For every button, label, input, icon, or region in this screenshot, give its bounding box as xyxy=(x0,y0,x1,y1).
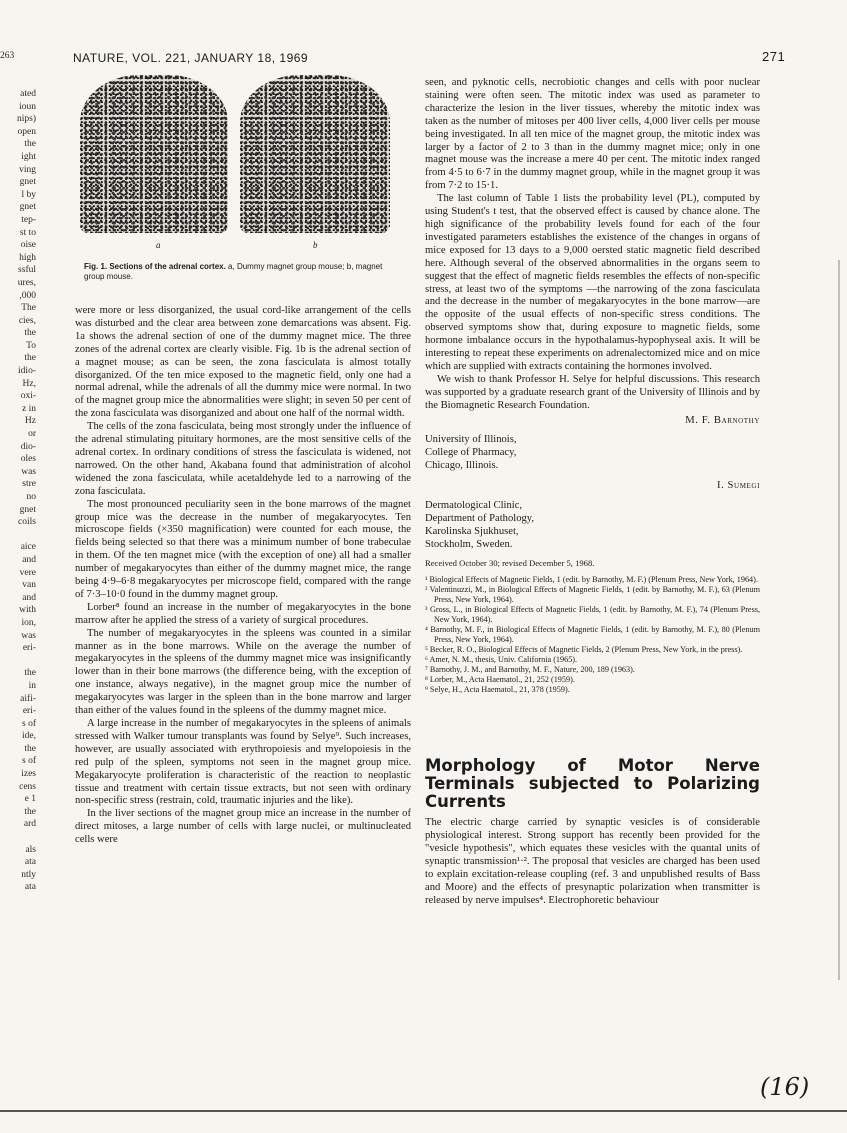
edge-fragment: ion, xyxy=(21,617,36,628)
edge-fragment: ide, xyxy=(22,731,36,742)
edge-fragment: in xyxy=(28,680,36,691)
edge-fragment: high xyxy=(19,252,36,263)
edge-fragment: ight xyxy=(21,151,36,162)
paragraph: The most pronounced peculiarity seen in the bone marrows of the magnet group mice was the decrease in the number of megakaryocytes. Ten microscope fields (×350 magnification) were counted for each mouse, the fields being selected so that there was a minimum number of bone trabeculae in them. Of the ten magnet mice (with the exception of one) all had a smaller number of megakaryocytes than either of the dummy magnet mice, the range being 4·9–6·8 megakaryocytes per microscope field, compared with the range of 7·3–10·0 found in the dummy magnet group. xyxy=(75,498,411,600)
edge-fragment: eri- xyxy=(22,643,36,654)
micrograph-b xyxy=(240,75,390,233)
reference-item: ⁹ Selye, H., Acta Haematol., 21, 378 (1959). xyxy=(425,685,570,695)
caption-title: Fig. 1. Sections of the adrenal cortex. xyxy=(84,262,226,271)
figure-label-a: a xyxy=(156,240,161,250)
edge-fragment: izes xyxy=(21,769,36,780)
running-header: NATURE, VOL. 221, JANUARY 18, 1969 xyxy=(73,51,309,65)
affiliation-line: College of Pharmacy, xyxy=(425,447,517,459)
edge-fragment: ata xyxy=(24,857,36,868)
figure-caption xyxy=(84,262,404,282)
reference-list xyxy=(425,575,760,695)
left-column-text xyxy=(75,305,411,847)
edge-fragment: z in xyxy=(22,403,36,414)
edge-fragment: ssful xyxy=(18,265,36,276)
edge-fragment: aice xyxy=(20,542,36,553)
affiliation-line: Dermatological Clinic, xyxy=(425,500,523,512)
edge-fragment: oise xyxy=(20,240,36,251)
author-barnothy: M. F. Barnothy xyxy=(685,414,760,426)
edge-fragment: the xyxy=(24,743,36,754)
edge-fragment: oles xyxy=(20,454,36,465)
edge-fragment: van xyxy=(22,580,36,591)
edge-fragment: To xyxy=(26,340,36,351)
received-dates: Received October 30; revised December 5, 1968. xyxy=(425,558,595,569)
reference-item: ³ Gross, L., in Biological Effects of Magnetic Fields, 1 (edit. by Barnothy, M. F.), 74 (Plenum Press, New York, 1964). xyxy=(425,605,760,625)
edge-fragment: ures, xyxy=(17,277,36,288)
next-article-title: Morphology of Motor Nerve Terminals subjected to Polarizing Currents xyxy=(425,756,760,812)
edge-fragment xyxy=(0,655,36,668)
affiliation-line: Stockholm, Sweden. xyxy=(425,539,513,551)
edge-fragment: tep- xyxy=(21,214,36,225)
reference-item: ⁸ Lorber, M., Acta Haematol., 21, 252 (1959). xyxy=(425,675,575,685)
edge-fragment: oxi- xyxy=(20,391,36,402)
figure-label-b: b xyxy=(313,240,318,250)
edge-fragment: cens xyxy=(19,781,36,792)
next-article-text xyxy=(425,817,760,907)
caption-text: a, Dummy magnet group mouse; b, magnet group mouse. xyxy=(84,262,383,281)
edge-fragment: ated xyxy=(20,89,36,99)
edge-fragment: l by xyxy=(21,189,36,200)
author-sumegi: I. Sumegi xyxy=(716,480,760,492)
edge-fragment: open xyxy=(17,126,36,137)
edge-fragment: with xyxy=(19,605,36,616)
reference-item: ⁶ Amer, N. M., thesis, Univ. California (1965). xyxy=(425,655,578,665)
edge-fragment: was xyxy=(21,466,36,477)
edge-fragment: Hz xyxy=(24,416,36,427)
micrograph-a xyxy=(80,75,228,233)
paragraph: The last column of Table 1 lists the probability level (PL), computed by using Student's t test, that the observed effect is caused by chance alone. The high significance of the probability levels found for each of the four investigated parameters establishes the existence of the changes in organs of mice exposed for 13 days to a 9,000 oersted static magnetic field described here. Although several of the observed abnormalities in the organs seem to suggest that the effect of magnetic fields resembles the effects of non-specific stress, at least two of the symptoms —the narrowing of the zona fasciculata and the decrease in the number of megakaryocytes in the bone marrow—are the opposite of the usual effects of non-specific stress conditions. The observed symptoms show that, during exposure to magnetic fields, some hormone imbalance occurs in the hypothalamus-hypophyseal axis. It will be interesting to repeat these experiments on adrenalectomized mice and on mice which are supplied with extracts containing the hormones involved. xyxy=(425,193,760,372)
edge-fragment: cies, xyxy=(18,315,36,326)
edge-fragment: the xyxy=(24,668,36,679)
edge-fragment: stre xyxy=(22,479,36,490)
paragraph: The cells of the zona fasciculata, being most strongly under the influence of the adrenal stimulating pituitary hormones, are the most sensitive cells of the adrenal cortex. In ordinary conditions of stress the fasciculata is widened, not narrowed. On the other hand, Akabana found that administration of alcohol widened the zona fasciculata, while acetaldehyde led to a narrowing of the zona fasciculata. xyxy=(75,421,411,497)
edge-fragment xyxy=(0,831,36,844)
paragraph: The electric charge carried by synaptic vesicles is of considerable physiological interest. Strong support has recently been provided for the "vesicle hypothesis", which equates these vesicles with the quantal units of synaptic transmission¹·². The proposal that vesicles are charged has been used to explain excitation-release coupling (ref. 3 and unpublished results of Bass and Moore) and the effects of presynaptic polarization when transmitter is released by nerve impulses⁴. Electrophoretic behaviour xyxy=(425,817,760,906)
edge-fragment: and xyxy=(22,592,36,603)
edge-fragment: dio- xyxy=(20,441,36,452)
paragraph: The number of megakaryocytes in the spleens was counted in a similar manner as in the bone marrows. While on the average the number of megakaryocytes in the spleens of the dummy magnet mice was insignificantly lower than in their bone marrows (the difference being, with the exception of one instance, always negative), in the magnet group mice the number of megakaryocytes was larger in the spleen than in the bone marrow and larger than either of the values found in the spleens of the dummy magnet mice. xyxy=(75,627,411,717)
affiliation-illinois xyxy=(425,433,760,472)
reference-item: ⁴ Barnothy, M. F., in Biological Effects of Magnetic Fields, 1 (edit. by Barnothy, M. F.), 80 (Plenum Press, New York, 1964). xyxy=(425,625,760,645)
bottom-rule xyxy=(0,1110,847,1112)
left-page-number: 263 xyxy=(0,51,15,61)
edge-fragment: nips) xyxy=(17,114,36,125)
edge-fragment: eri- xyxy=(22,706,36,717)
reference-item: ¹ Biological Effects of Magnetic Fields, 1 (edit. by Barnothy, M. F.) (Plenum Press, New York, 1964). xyxy=(425,575,758,585)
edge-fragment: gnet xyxy=(19,504,36,515)
edge-fragment: gnet xyxy=(19,202,36,213)
edge-fragment: coils xyxy=(18,517,36,528)
reference-item: ² Valentinuzzi, M., in Biological Effects of Magnetic Fields, 1 (edit. by Barnothy, M. F.), 63 (Plenum Press, New York, 1964). xyxy=(425,585,760,605)
edge-fragment: ata xyxy=(24,882,36,893)
reference-item: ⁵ Becker, R. O., Biological Effects of Magnetic Fields, 2 (Plenum Press, New York, in the press). xyxy=(425,645,743,655)
edge-fragment: the xyxy=(24,139,36,150)
edge-fragment: was xyxy=(21,630,36,641)
paragraph: We wish to thank Professor H. Selye for helpful discussions. This research was supported by a graduate research grant of the University of Illinois and by the Biomagnetic Research Foundation. xyxy=(425,373,760,411)
edge-fragment: ioun xyxy=(19,101,36,112)
edge-fragment: the xyxy=(24,353,36,364)
edge-fragment: gnet xyxy=(19,177,36,188)
right-column xyxy=(425,77,760,908)
affiliation-line: Department of Pathology, xyxy=(425,513,535,525)
affiliation-line: University of Illinois, xyxy=(425,434,517,446)
edge-fragment: and xyxy=(22,554,36,565)
edge-fragment xyxy=(0,529,36,542)
edge-fragment: ard xyxy=(23,819,36,830)
edge-fragment: the xyxy=(24,806,36,817)
edge-fragment: ,000 xyxy=(19,290,36,301)
edge-fragment: e 1 xyxy=(24,794,36,805)
paragraph: Lorber⁸ found an increase in the number of megakaryocytes in the bone marrow after he applied the stress of a variety of surgical procedures. xyxy=(75,601,411,626)
edge-fragment: the xyxy=(24,328,36,339)
scan-edge-artifact xyxy=(838,260,840,980)
edge-fragment: no xyxy=(26,492,36,502)
edge-fragment: The xyxy=(21,303,36,314)
edge-fragment: st to xyxy=(19,227,36,238)
paragraph: seen, and pyknotic cells, necrobiotic changes and cells with poor nuclear staining were often seen. The mitotic index was used as parameter to characterize the lesion in the liver tissues, whereby the mitotic index was taken as the number of mitoses per 400 liver cells, 4,000 liver cells per mouse being investigated. In all ten mice of the magnet group, the mitotic index was larger by a factor of 2 to 3 than in the dummy magnet mice; only in one magnet mouse was the increase a mere 40 per cent. The mitotic index ranged from 4·5 to 6·7 in the dummy magnet group, while in the magnet group it was from 7·2 to 15·1. xyxy=(425,77,760,192)
handwritten-page-note: (16) xyxy=(760,1073,810,1101)
edge-fragment: s of xyxy=(22,756,36,767)
edge-fragment: aifi- xyxy=(20,693,36,704)
edge-fragment: als xyxy=(25,844,36,855)
affiliation-karolinska xyxy=(425,499,760,551)
reference-item: ⁷ Barnothy, J. M., and Barnothy, M. F., Nature, 200, 189 (1963). xyxy=(425,665,635,675)
affiliation-line: Karolinska Sjukhuset, xyxy=(425,526,519,538)
edge-fragment: ving xyxy=(19,164,36,175)
edge-fragment: ntly xyxy=(21,869,36,880)
edge-fragment: Hz, xyxy=(22,378,36,389)
affiliation-line: Chicago, Illinois. xyxy=(425,460,499,472)
page-number: 271 xyxy=(762,49,786,64)
paragraph: A large increase in the number of megakaryocytes in the spleens of animals stressed with Walker tumour transplants was found by Selye⁹. Such increases, however, are usually associated with erythropoiesis and myelopoiesis in the red pulp of the spleen, symptoms not seen in the magnet group mice. Megakaryocyte proliferation is characteristic of the reaction to neoplastic tissue and treatment with certain tissue extracts, but not seen with ordinary non-specific stress (restrain, cold, traumatic injuries and the like). xyxy=(75,718,411,807)
right-column-text xyxy=(425,77,760,413)
edge-fragment: vere xyxy=(19,567,36,578)
edge-fragment: s of xyxy=(22,718,36,729)
left-page-edge-fragments xyxy=(0,88,36,894)
paragraph: were more or less disorganized, the usual cord-like arrangement of the cells was disturbed and the clear area between zone demarcations was absent. Fig. 1a shows the adrenal section of one of the dummy magnet mice. The three zones of the adrenal cortex are clearly visible. Fig. 1b is the adrenal section of a magnet mouse; as can be seen, the zona fasciculata is almost totally disorganized. Of the ten mice exposed to the magnetic field, only one had a normal adrenal, while the adrenals of all the dummy mice were normal. In two of the magnet group mice the abnormalities were slight; in seven 50 per cent of the zona fasciculata was disorganized and about one half of the normal width. xyxy=(75,305,411,420)
edge-fragment: or xyxy=(28,429,36,440)
edge-fragment: idio- xyxy=(18,366,36,377)
paragraph: In the liver sections of the magnet group mice an increase in the number of direct mitoses, a large number of cells with large nuclei, or multinucleated cells were xyxy=(75,808,411,846)
